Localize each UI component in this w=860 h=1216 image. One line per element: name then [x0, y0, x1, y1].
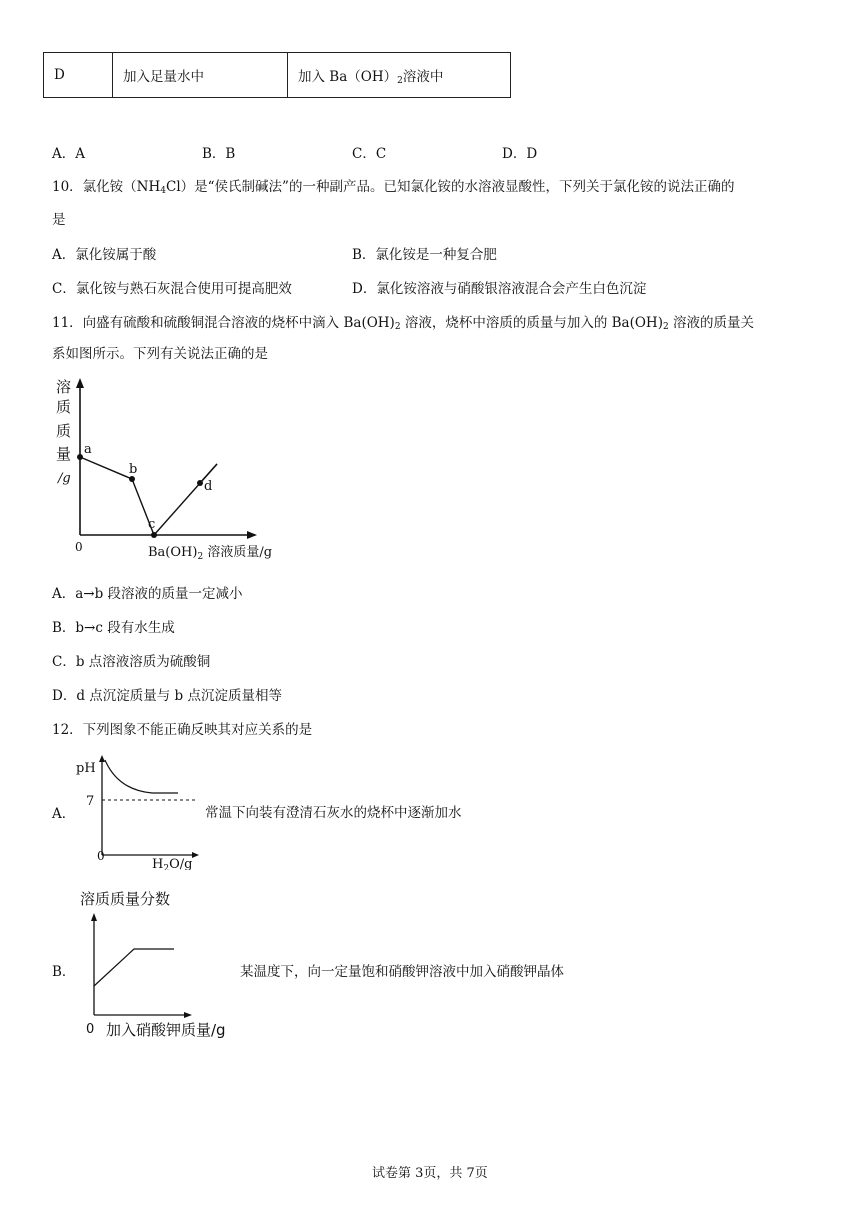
q10-option-b[interactable]: B．氯化铵是一种复合肥	[352, 247, 497, 263]
q11-chart	[50, 372, 300, 570]
q12-option-a-desc: 常温下向装有澄清石灰水的烧杯中逐渐加水	[205, 805, 462, 821]
table-row	[44, 53, 511, 98]
y-axis-arrow	[76, 378, 84, 388]
q10-option-c[interactable]: C．氯化铵与熟石灰混合使用可提高肥效	[52, 281, 292, 297]
q9-option-d[interactable]: D．D	[502, 146, 538, 162]
page-footer: 试卷第 3页，共 7页	[372, 1166, 488, 1181]
option-table	[43, 52, 511, 98]
x-axis-label: 加入硝酸钾质量/g	[106, 1021, 226, 1039]
q11-option-a[interactable]: A．a→b 段溶液的质量一定减小	[52, 586, 243, 602]
q9-option-a[interactable]: A．A	[52, 146, 85, 162]
point-a-label: a	[84, 442, 92, 457]
q12-a-chart	[72, 752, 202, 870]
x-axis-arrow	[247, 531, 257, 539]
q12-option-a-label[interactable]: A．	[52, 806, 76, 822]
q11-stem-line1: 11．向盛有硫酸和硫酸铜混合溶液的烧杯中滴入 $Ba(OH)_2$ 溶液，烧杯中溶质的质量与加入的 $Ba(OH)_2$ 溶液的质量关	[52, 315, 755, 332]
y-axis-label-4: 量	[56, 445, 72, 463]
table-cell-step1: 加入足量水中	[113, 53, 288, 98]
q10-option-a[interactable]: A．氯化铵属于酸	[52, 247, 157, 263]
q12-option-b-label[interactable]: B．	[52, 964, 76, 980]
curve	[94, 949, 174, 986]
y-axis-label-2: 质	[56, 398, 72, 416]
y-axis-label: pH	[76, 761, 96, 776]
q9-option-c[interactable]: C．C	[352, 146, 387, 162]
q11-option-b[interactable]: B．b→c 段有水生成	[52, 620, 175, 636]
q10-stem-line2: 是	[52, 212, 66, 228]
point-b-label: b	[129, 462, 138, 477]
q12-stem: 12．下列图象不能正确反映其对应关系的是	[52, 722, 313, 738]
curve	[105, 760, 178, 793]
table-cell-step2: 加入 $Ba(OH)_2$溶液中	[288, 53, 511, 98]
x-axis-label: $Ba(OH)_2$ 溶液质量/g	[148, 545, 273, 562]
q9-option-b[interactable]: B．B	[202, 146, 236, 162]
q12-b-chart	[80, 908, 260, 1042]
q10-stem-line1: 10．氯化铵$(NH_4Cl)$是“侯氏制碱法”的一种副产品。已知氯化铵的水溶液显酸性，下列关于氯化铵的说法正确的	[52, 179, 735, 196]
origin-label: 0	[97, 849, 105, 863]
table-cell-label: D	[44, 53, 113, 98]
x-axis-label: $H_2O/g$	[152, 857, 193, 870]
ref-tick-label: 7	[86, 794, 95, 809]
q12-option-b-desc: 某温度下，向一定量饱和硝酸钾溶液中加入硝酸钾晶体	[240, 964, 564, 980]
q11-stem-line2: 系如图所示。下列有关说法正确的是	[52, 346, 268, 362]
q11-option-c[interactable]: C．b 点溶液溶质为硫酸铜	[52, 654, 211, 670]
y-axis-label-3: 质	[56, 422, 72, 440]
point-d	[197, 480, 203, 486]
y-axis-arrow	[91, 913, 97, 921]
y-axis-label-1: 溶	[56, 378, 72, 396]
y-axis-arrow	[99, 755, 105, 762]
y-axis-label-unit: /g	[58, 471, 71, 486]
point-c-label: c	[148, 517, 156, 532]
q12-b-ylabel: 溶质质量分数	[80, 890, 171, 908]
point-c	[151, 532, 157, 538]
point-d-label: d	[204, 479, 213, 494]
q11-option-d[interactable]: D．d 点沉淀质量与 b 点沉淀质量相等	[52, 688, 282, 704]
q10-option-d[interactable]: D．氯化铵溶液与硝酸银溶液混合会产生白色沉淀	[352, 281, 647, 297]
origin-label: 0	[86, 1022, 95, 1037]
origin-label: 0	[75, 540, 83, 554]
point-a	[77, 454, 83, 460]
x-axis-arrow	[192, 852, 199, 858]
x-axis-arrow	[184, 1012, 192, 1018]
